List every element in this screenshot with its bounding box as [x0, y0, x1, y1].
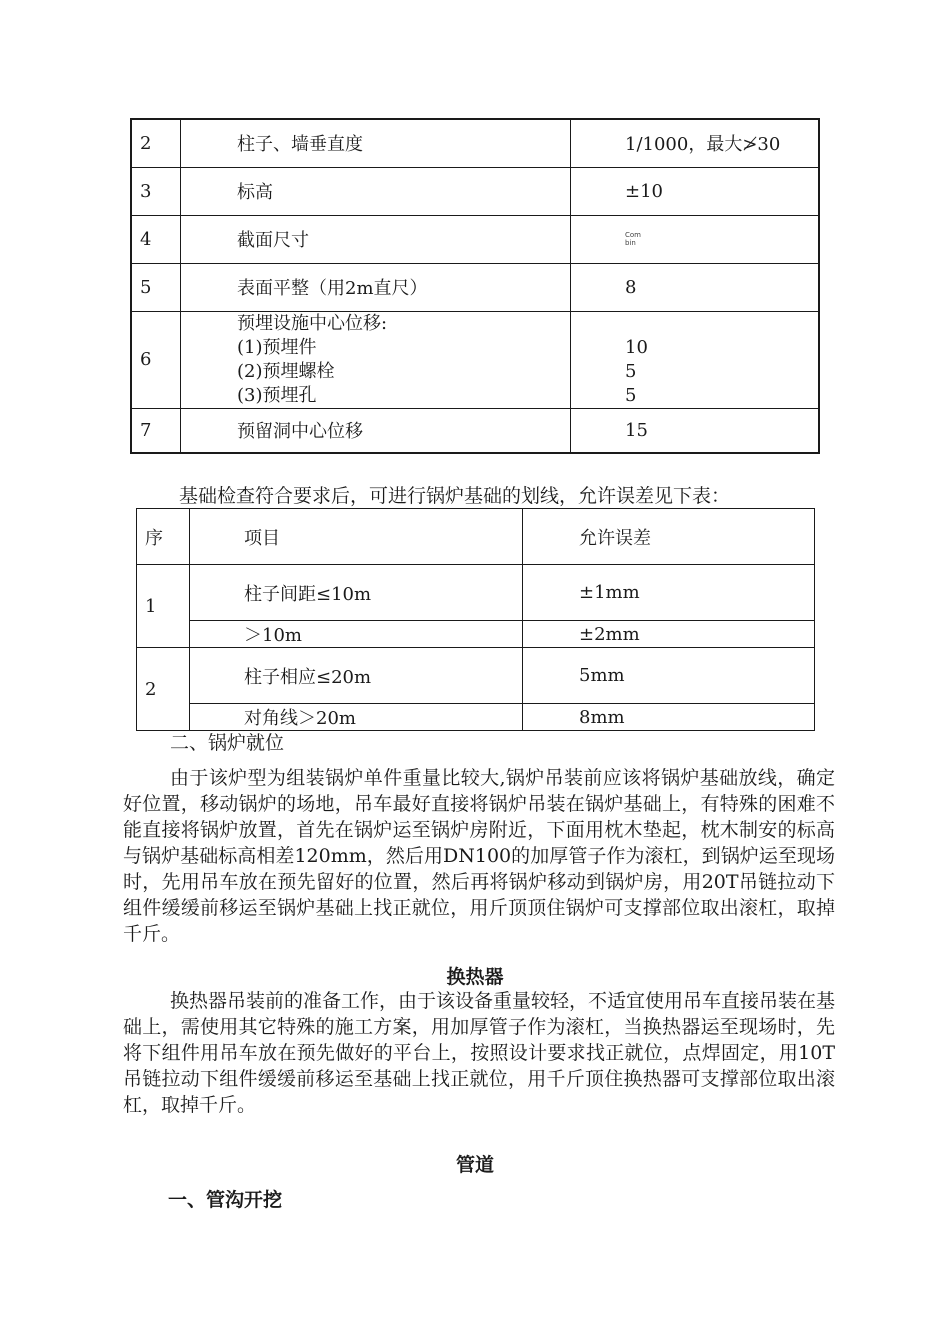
row-number: 6: [131, 311, 181, 408]
item-line: 预埋设施中心位移:: [237, 312, 388, 334]
row-tolerance: ±1mm: [523, 565, 815, 621]
row-value: 8: [571, 263, 820, 311]
row-item: 柱子相应≤20m: [190, 648, 523, 704]
row-item: [181, 311, 571, 408]
table-row: [131, 119, 819, 167]
table-row: [137, 565, 815, 621]
row-item: 柱子、墙垂直度: [181, 119, 571, 167]
value-line: 10: [625, 336, 648, 358]
table-row: [137, 704, 815, 731]
row-number: 5: [131, 263, 181, 311]
row-tolerance: ±2mm: [523, 621, 815, 648]
header-item: 项目: [190, 509, 523, 565]
paragraph-heat-exchanger: 换热器吊装前的准备工作，由于该设备重量较轻，不适宜使用吊车直接吊装在基础上，需使用其它特殊的施工方案，用加厚管子作为滚杠，当换热器运至现场时，先将下组件用吊车放在预先做好的平台上，按照设计要求找正就位，点焊固定，用10T吊链拉动下组件缓缓前移运至基础上找正就位，用千斤顶住换热器可支撑部位取出滚杠，取掉千斤。: [123, 990, 836, 1116]
row-value: [571, 215, 820, 263]
tolerance-table-1: [130, 118, 820, 454]
row-item: 表面平整（用2m直尺）: [181, 263, 571, 311]
table-row: [131, 311, 819, 408]
row-number: 3: [131, 167, 181, 215]
header-no: 序: [137, 509, 190, 565]
row-item: 对角线＞20m: [190, 704, 523, 731]
row-number: 2: [131, 119, 181, 167]
row-number: 7: [131, 408, 181, 453]
row-tolerance: 5mm: [523, 648, 815, 704]
row-item: 预留洞中心位移: [181, 408, 571, 453]
table-row: [131, 263, 819, 311]
table-row: [137, 648, 815, 704]
tolerance-table-2: [136, 508, 815, 731]
table-row: [131, 215, 819, 263]
section-heading: 二、锅炉就位: [170, 732, 285, 754]
row-value: ±10: [571, 167, 820, 215]
row-value: 15: [571, 408, 820, 453]
garbled-text: bin: [625, 239, 636, 247]
item-line: (2)预埋螺栓: [237, 360, 335, 382]
row-number: 1: [137, 565, 190, 648]
row-item: 柱子间距≤10m: [190, 565, 523, 621]
pipe-section-heading: 一、管沟开挖: [168, 1189, 283, 1211]
row-item: 标高: [181, 167, 571, 215]
table-header-row: [137, 509, 815, 565]
intro-text: 基础检查符合要求后，可进行锅炉基础的划线，允许误差见下表：: [179, 485, 731, 507]
garbled-text: Com: [625, 231, 641, 239]
value-line: 5: [625, 360, 637, 382]
paragraph-boiler-positioning: 由于该炉型为组装锅炉单件重量比较大,锅炉吊装前应该将锅炉基础放线，确定好位置，移动锅炉的场地，吊车最好直接将锅炉吊装在锅炉基础上，有特殊的困难不能直接将锅炉放置，首先在锅炉运至锅炉房附近，下面用枕木垫起，枕木制安的标高与锅炉基础标高相差120mm，然后用DN100的加厚管子作为滚杠，到锅炉运至现场时，先用吊车放在预先留好的位置，然后再将锅炉移动到锅炉房，用20T吊链拉动下组件缓缓前移运至锅炉基础上找正就位，用斤顶顶住锅炉可支撑部位取出滚杠，取掉千斤。: [123, 767, 835, 945]
row-tolerance: 8mm: [523, 704, 815, 731]
value-line: [625, 312, 818, 336]
row-item: ＞10m: [190, 621, 523, 648]
row-value: 1/1000，最大≯30: [571, 119, 820, 167]
table-row: [131, 167, 819, 215]
item-line: (3)预埋孔: [237, 384, 317, 406]
row-item: 截面尺寸: [181, 215, 571, 263]
row-value: [571, 311, 820, 408]
table-row: [131, 408, 819, 453]
table-row: [137, 621, 815, 648]
pipe-title: 管道: [455, 1154, 494, 1176]
item-line: (1)预埋件: [237, 336, 317, 358]
value-line: 5: [625, 384, 637, 406]
row-number: 2: [137, 648, 190, 731]
heat-exchanger-title: 换热器: [446, 966, 504, 988]
row-number: 4: [131, 215, 181, 263]
header-tolerance: 允许误差: [523, 509, 815, 565]
